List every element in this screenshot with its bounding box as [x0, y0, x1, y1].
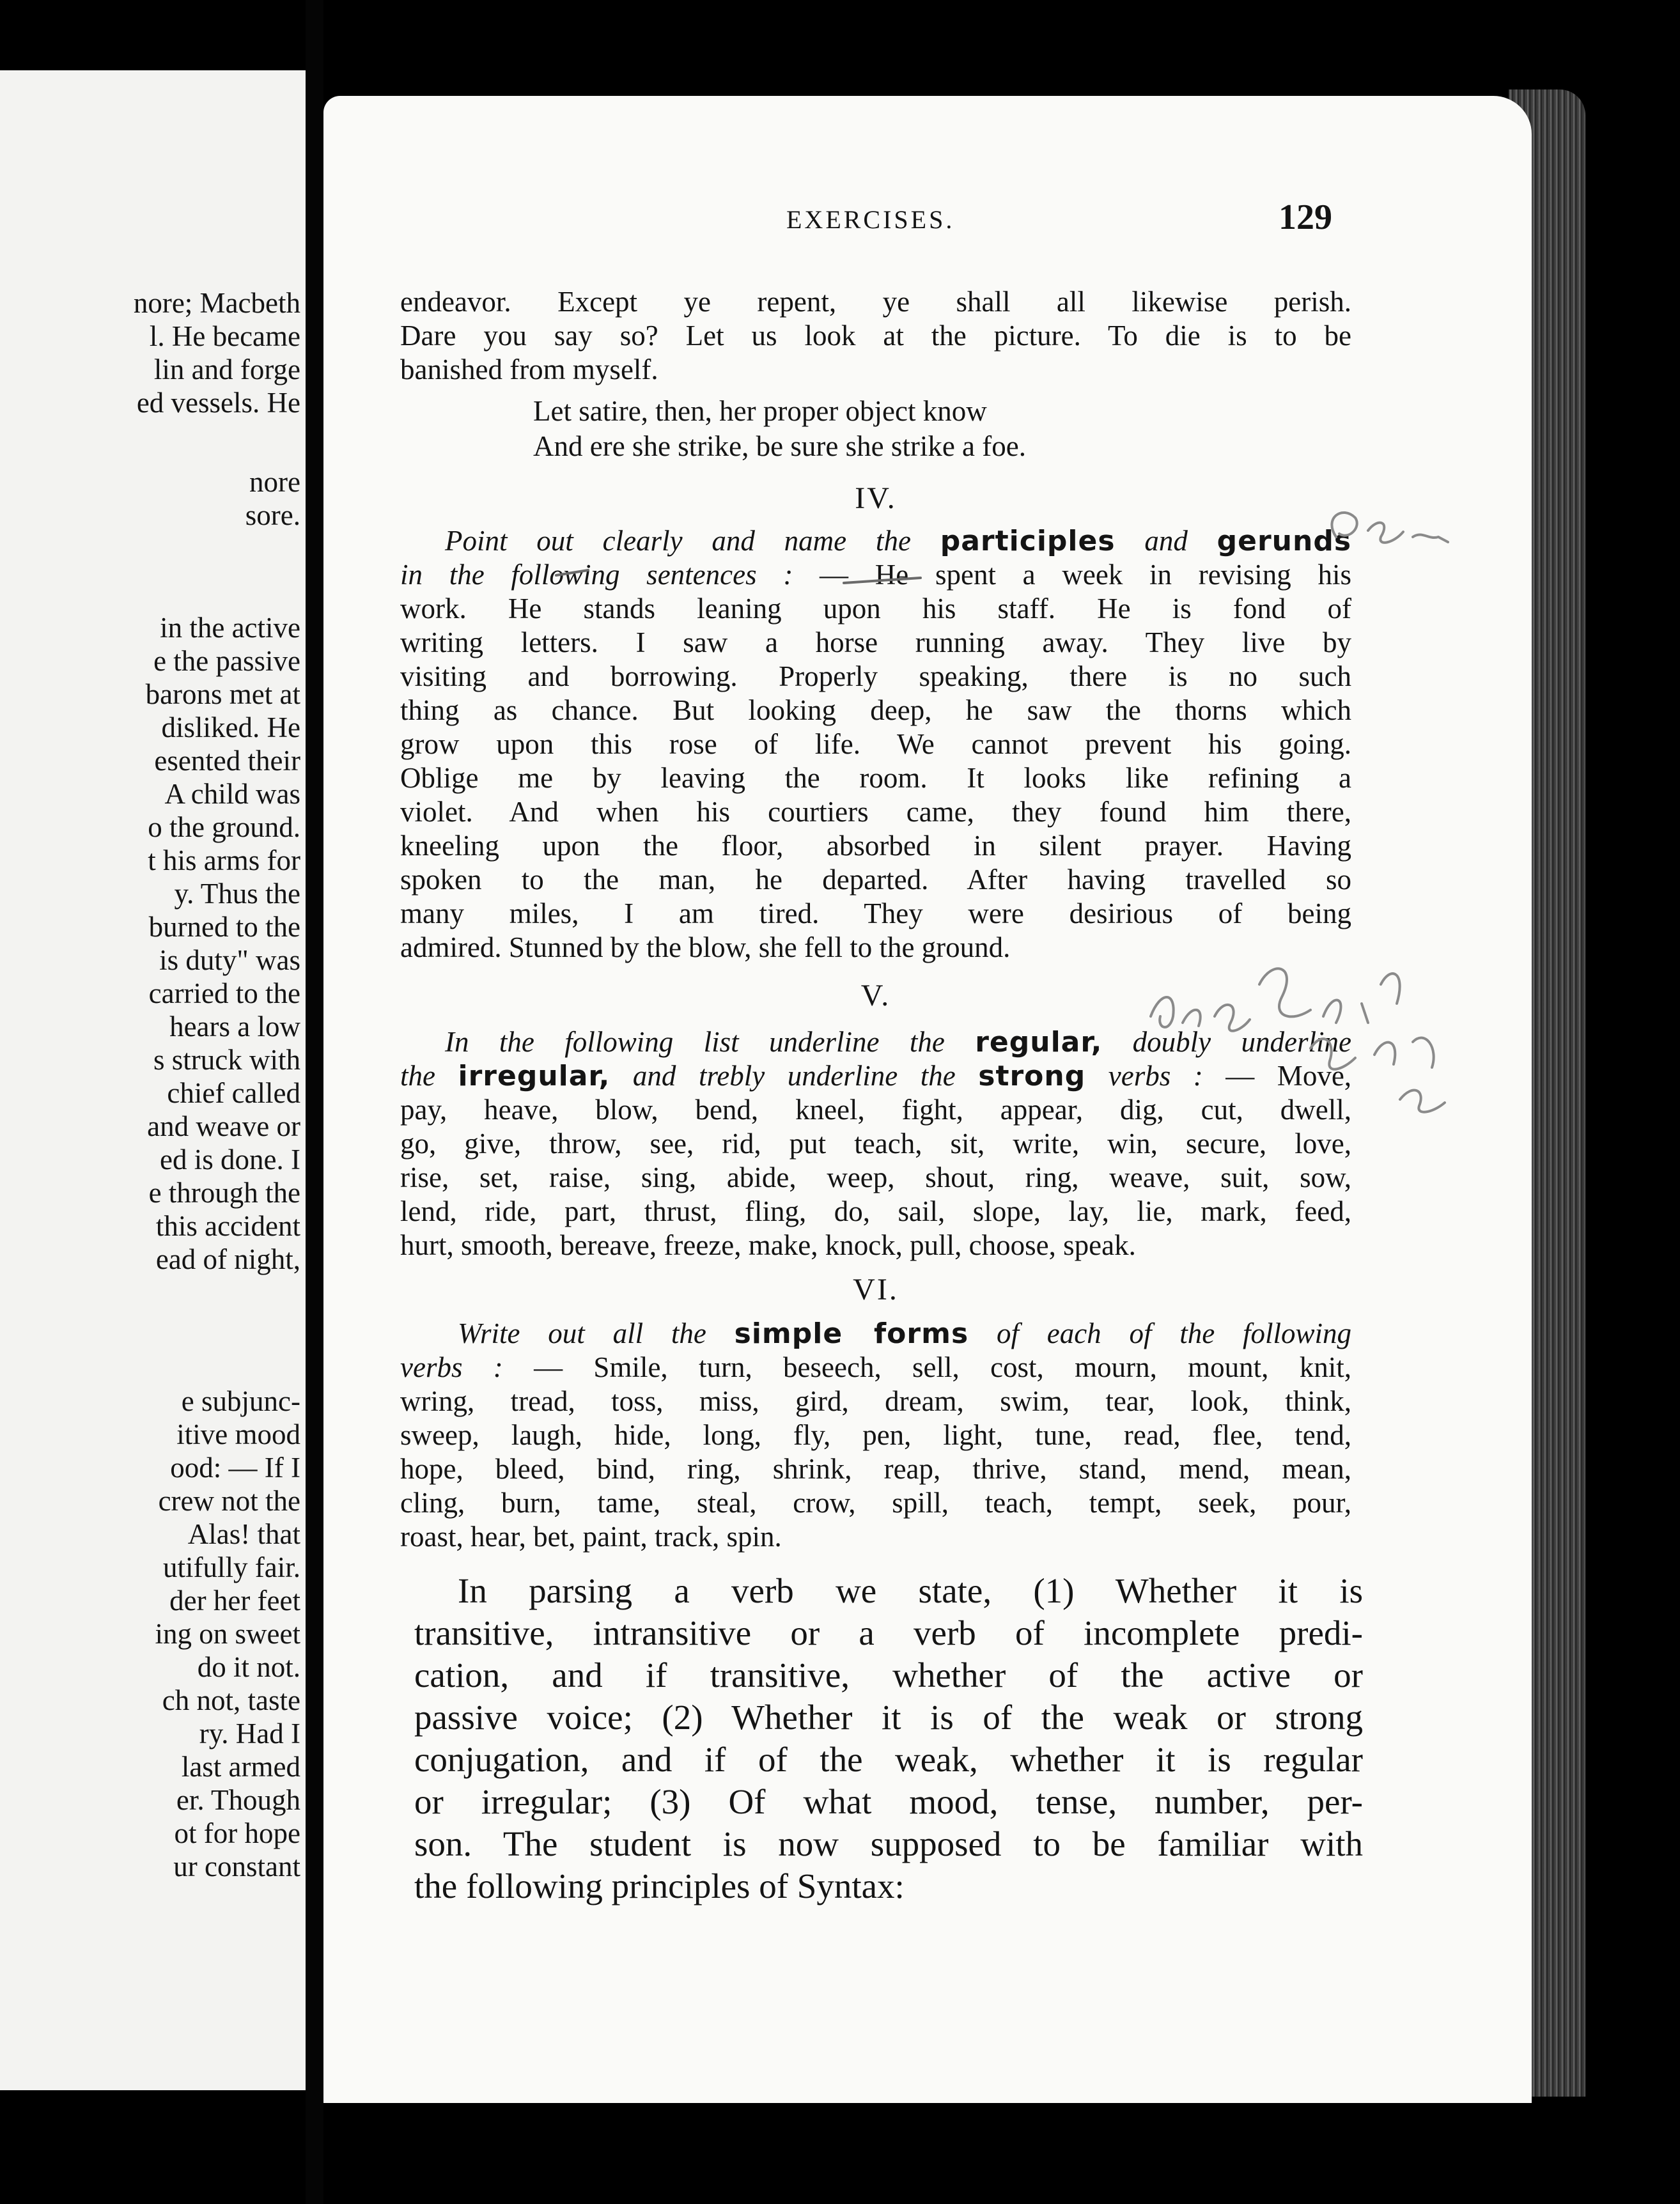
- left-page-line: ood: — If I: [170, 1452, 300, 1484]
- text-line: In parsing a verb we state, (1) Whether it is: [458, 1571, 1363, 1610]
- text-line: work. He stands leaning upon his staff. He is fond of: [400, 593, 1351, 625]
- left-page-line: ur constant: [173, 1851, 300, 1882]
- instruction-text: doubly underline: [1132, 1026, 1351, 1058]
- instruction-text: the: [400, 1060, 435, 1092]
- text-line: hurt, smooth, bereave, freeze, make, knock, pull, choose, speak.: [400, 1229, 1136, 1261]
- page-number: 129: [1279, 198, 1332, 237]
- left-page-line: ed is done. I: [160, 1144, 300, 1176]
- verb-list-text: — Move,: [1225, 1060, 1352, 1092]
- term-irregular: irregular,: [458, 1060, 611, 1092]
- text-line: go, give, throw, see, rid, put teach, sit, write, win, secure, love,: [400, 1128, 1351, 1160]
- text-line: cling, burn, tame, steal, crow, spill, teach, tempt, seek, pour,: [400, 1487, 1351, 1519]
- left-page-line: ot for hope: [174, 1817, 300, 1849]
- text-line: endeavor. Except ye repent, ye shall all likewise perish.: [400, 286, 1351, 318]
- text-line: or irregular; (3) Of what mood, tense, number, per-: [414, 1782, 1363, 1821]
- left-page-line: lin and forge: [153, 353, 300, 385]
- left-page-line: disliked. He: [161, 711, 300, 743]
- left-page-line: A child was: [164, 778, 300, 810]
- text-line: transitive, intransitive or a verb of incomplete predi-: [414, 1613, 1363, 1652]
- handwritten-annotation-margin: [1144, 946, 1477, 1125]
- left-page-line: e the passive: [153, 645, 300, 677]
- instruction-text: in the following sentences :: [400, 559, 793, 591]
- verb-list-text: — Smile, turn, beseech, sell, cost, mourn, mount, knit,: [534, 1351, 1351, 1383]
- running-head: EXERCISES.: [786, 205, 955, 234]
- term-simple-forms: simple forms: [734, 1317, 969, 1350]
- left-page-line: y. Thus the: [174, 878, 300, 910]
- left-page-line: in the active: [160, 612, 300, 644]
- left-page-line: Alas! that: [187, 1518, 300, 1550]
- instruction-text: Write out all the: [458, 1317, 706, 1349]
- left-page-line: this accident: [155, 1210, 300, 1242]
- text-line: roast, hear, bet, paint, track, spin.: [400, 1521, 782, 1553]
- instruction-text: verbs :: [400, 1351, 503, 1383]
- text-line: writing letters. I saw a horse running away. They live by: [400, 626, 1351, 658]
- text-line: son. The student is now supposed to be familiar with: [414, 1824, 1363, 1863]
- text-line: many miles, I am tired. They were desirious of being: [400, 897, 1351, 929]
- term-strong: strong: [978, 1060, 1086, 1092]
- left-page-line: t his arms for: [148, 844, 300, 876]
- text-line: pay, heave, blow, bend, kneel, fight, appear, dig, cut, dwell,: [400, 1094, 1351, 1126]
- left-page-line: utifully fair.: [163, 1551, 300, 1583]
- text-line: wring, tread, toss, miss, gird, dream, swim, tear, look, think,: [400, 1385, 1351, 1417]
- text-line: spoken to the man, he departed. After having travelled so: [400, 864, 1351, 896]
- left-page-line: nore: [249, 466, 300, 498]
- instruction-text: and: [1144, 525, 1188, 557]
- section-heading-iv: IV.: [855, 481, 897, 515]
- left-page-line: chief called: [167, 1077, 300, 1109]
- left-page-line: er. Though: [176, 1784, 300, 1816]
- instruction-line: [400, 1351, 1351, 1385]
- verse-line: And ere she strike, be sure she strike a foe.: [533, 430, 1026, 462]
- text-line: Dare you say so? Let us look at the picture. To die is to be: [400, 320, 1351, 352]
- text-line: passive voice; (2) Whether it is of the weak or strong: [414, 1698, 1363, 1737]
- text-line: thing as chance. But looking deep, he saw the thorns which: [400, 694, 1351, 726]
- left-page-line: last armed: [181, 1751, 300, 1783]
- instruction-text: In the following list underline the: [445, 1026, 945, 1058]
- text-line: visiting and borrowing. Properly speaking, there is no such: [400, 660, 1351, 692]
- text-line: Oblige me by leaving the room. It looks like refining a: [400, 762, 1351, 794]
- instruction-text: verbs :: [1108, 1060, 1203, 1092]
- left-page-line: o the ground.: [148, 811, 300, 843]
- left-page-line: hears a low: [169, 1011, 300, 1043]
- verse-line: Let satire, then, her proper object know: [533, 395, 987, 427]
- instruction-text: and trebly underline the: [632, 1060, 956, 1092]
- term-gerunds: gerunds: [1217, 525, 1352, 557]
- left-page-line: is duty" was: [159, 944, 300, 976]
- parsing-paragraph: [414, 1570, 1363, 1907]
- text-line: sweep, laugh, hide, long, fly, pen, light, tune, read, flee, tend,: [400, 1419, 1351, 1451]
- left-page-line: ing on sweet: [155, 1618, 300, 1650]
- text-line: cation, and if transitive, whether of the active or: [414, 1656, 1363, 1695]
- left-page-line: ch not, taste: [162, 1684, 300, 1716]
- text-line: lend, ride, part, thrust, fling, do, sail, slope, lay, lie, mark, feed,: [400, 1195, 1351, 1227]
- instruction-text: of each of the following: [996, 1317, 1352, 1349]
- left-page-line: itive mood: [176, 1418, 300, 1450]
- term-participles: participles: [940, 525, 1116, 557]
- text-line: banished from myself.: [400, 353, 658, 385]
- left-page-line: burned to the: [148, 911, 300, 943]
- book-gutter: [306, 0, 323, 2204]
- left-page-line: e subjunc-: [181, 1385, 300, 1417]
- text-line: hope, bleed, bind, ring, shrink, reap, thrive, stand, mend, mean,: [400, 1453, 1351, 1485]
- left-page-line: ry. Had I: [199, 1718, 300, 1750]
- left-page-line: do it not.: [197, 1651, 300, 1683]
- term-regular: regular,: [975, 1026, 1103, 1059]
- text-line: kneeling upon the floor, absorbed in silent prayer. Having: [400, 830, 1351, 862]
- handwritten-annotation-gerunds: [1317, 492, 1470, 569]
- text-line: violet. And when his courtiers came, they found him there,: [400, 796, 1351, 828]
- left-page-line: carried to the: [148, 977, 300, 1009]
- left-page-line: e through the: [148, 1177, 300, 1209]
- left-page: [0, 70, 306, 2090]
- left-page-line: nore; Macbeth: [133, 287, 300, 319]
- pencil-underline-marks: [543, 556, 953, 601]
- text-line: grow upon this rose of life. We cannot prevent his going.: [400, 728, 1351, 760]
- left-page-line: s struck with: [153, 1044, 300, 1076]
- section-heading-vi: VI.: [853, 1273, 899, 1307]
- left-page-line: and weave or: [147, 1110, 300, 1142]
- section-vi-exercise: [400, 1317, 1351, 1554]
- sentence-text: — He spent a week in revising his: [820, 559, 1351, 591]
- left-page-line: der her feet: [169, 1585, 300, 1617]
- left-page-line: crew not the: [158, 1485, 300, 1517]
- text-line: rise, set, raise, sing, abide, weep, shout, ring, weave, suit, sow,: [400, 1161, 1351, 1193]
- left-page-line: l. He became: [149, 320, 300, 352]
- instruction-line: [400, 1317, 1351, 1351]
- text-line: admired. Stunned by the blow, she fell to the ground.: [400, 931, 1011, 963]
- left-page-line: sore.: [245, 499, 300, 531]
- text-line: conjugation, and if of the weak, whether it is regular: [414, 1740, 1363, 1779]
- instruction-text: Point out clearly and name the: [445, 525, 911, 557]
- verse-quotation: [533, 394, 1026, 464]
- section-heading-v: V.: [860, 979, 891, 1013]
- left-page-line: ed vessels. He: [136, 387, 300, 419]
- left-page-line: ead of night,: [155, 1243, 300, 1275]
- left-page-line: esented their: [154, 745, 300, 777]
- text-line: the following principles of Syntax:: [414, 1866, 905, 1905]
- instruction-line: [400, 524, 1351, 558]
- left-page-line: barons met at: [145, 678, 300, 710]
- opening-paragraph: [400, 285, 1351, 387]
